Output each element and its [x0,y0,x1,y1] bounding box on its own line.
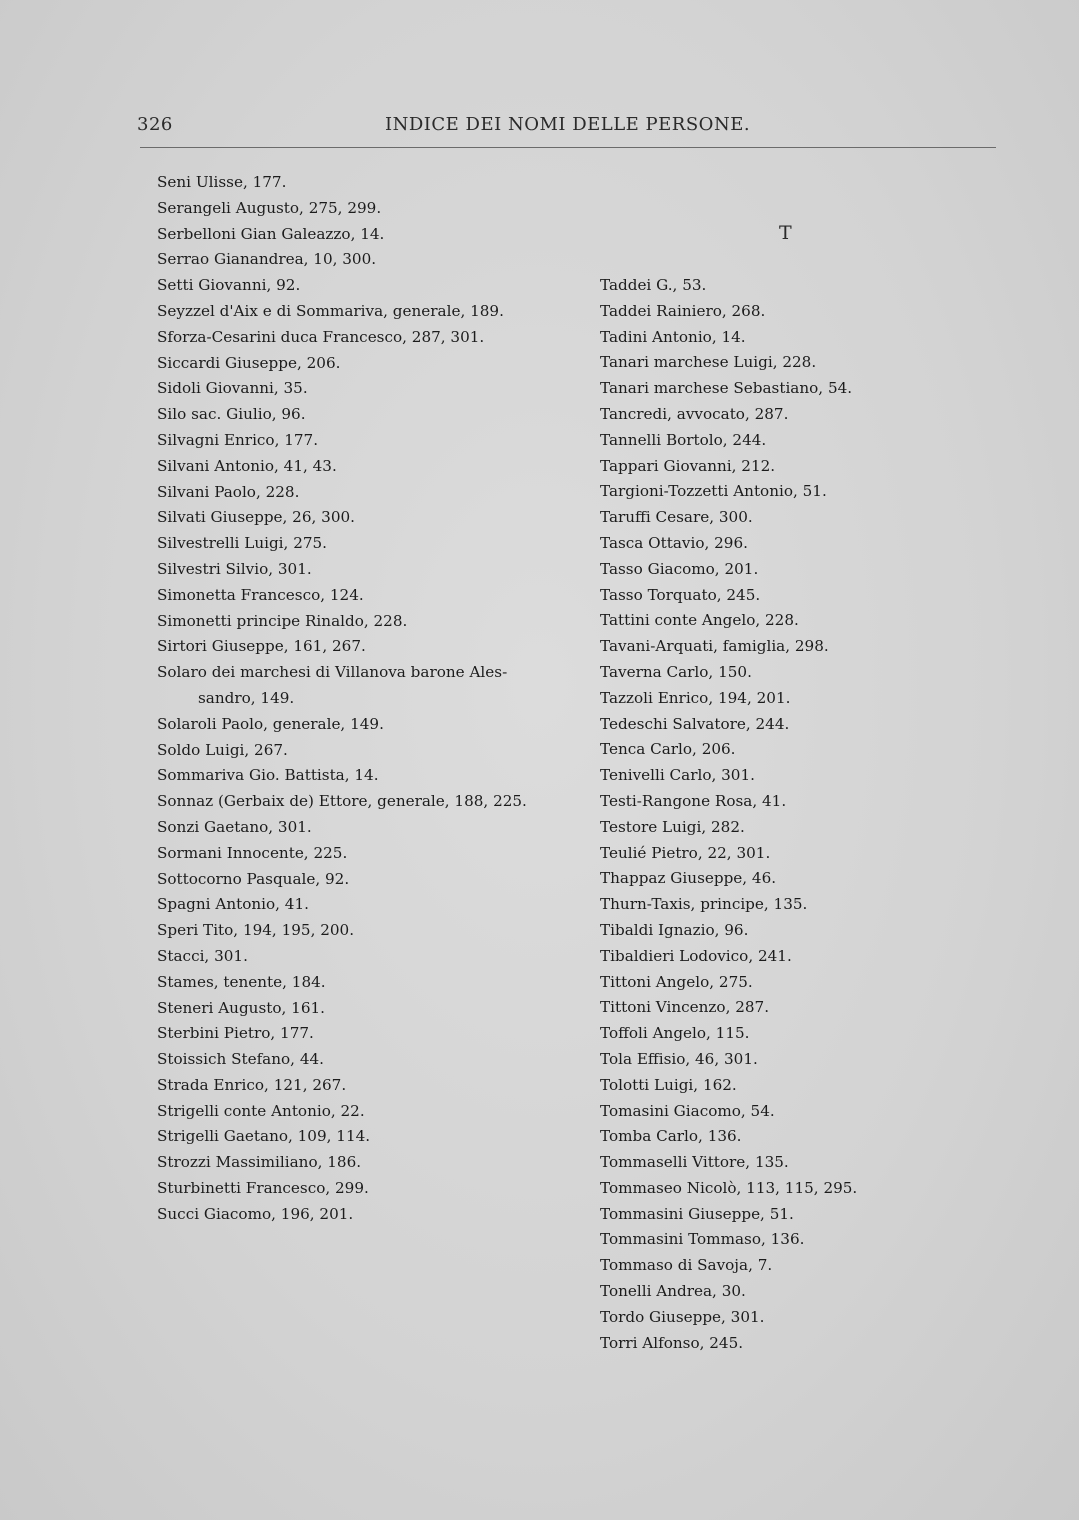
index-entry: Tedeschi Salvatore, 244. [600,714,790,733]
index-entry: Testi-Rangone Rosa, 41. [600,791,787,810]
index-entry: Sturbinetti Francesco, 299. [157,1179,369,1198]
index-entry: Thappaz Giuseppe, 46. [600,869,777,888]
index-entry: Tazzoli Enrico, 194, 201. [600,688,791,707]
index-entry: Taruffi Cesare, 300. [600,508,753,527]
index-entry: Torri Alfonso, 245. [600,1333,744,1352]
index-entry: Tannelli Bortolo, 244. [600,430,767,449]
index-entry: Steneri Augusto, 161. [157,998,325,1017]
index-entry: Tasso Giacomo, 201. [600,559,759,578]
index-entry: Sommariva Gio. Battista, 14. [157,766,379,785]
index-entry: Toffoli Angelo, 115. [600,1024,750,1043]
running-title: INDICE DEI NOMI DELLE PERSONE. [385,114,751,135]
index-entry: Serrao Gianandrea, 10, 300. [157,250,377,269]
index-entry: Sormani Innocente, 225. [157,843,348,862]
index-entry: Strigelli conte Antonio, 22. [157,1101,365,1120]
index-entry: Stacci, 301. [157,946,248,965]
index-entry: Tenivelli Carlo, 301. [600,766,755,785]
index-entry: Silo sac. Giulio, 96. [157,405,306,424]
index-entry: Silvestrelli Luigi, 275. [157,534,328,553]
index-entry: Tittoni Angelo, 275. [600,972,753,991]
index-entry: Speri Tito, 194, 195, 200. [157,921,355,940]
index-entry: Tommasini Tommaso, 136. [600,1230,805,1249]
index-entry: Sottocorno Pasquale, 92. [157,869,350,888]
index-entry: Tancredi, avvocato, 287. [600,404,789,423]
index-entry: Tasso Torquato, 245. [600,585,761,604]
index-entry: Tommaselli Vittore, 135. [600,1153,789,1172]
index-entry: Sterbini Pietro, 177. [157,1024,314,1043]
index-entry: sandro, 149. [198,688,295,707]
index-entry: Sidoli Giovanni, 35. [157,379,308,398]
index-entry: Sirtori Giuseppe, 161, 267. [157,637,366,656]
index-entry: Seyzzel d'Aix e di Sommariva, generale, 189. [157,301,504,320]
index-entry: Tittoni Vincenzo, 287. [600,998,770,1017]
index-entry: Spagni Antonio, 41. [157,895,309,914]
index-entry: Tomba Carlo, 136. [600,1127,742,1146]
index-entry: Tanari marchese Luigi, 228. [600,353,817,372]
index-entry: Tanari marchese Sebastiano, 54. [600,379,853,398]
index-entry: Taddei Rainiero, 268. [600,301,766,320]
index-entry: Serbelloni Gian Galeazzo, 14. [157,224,385,243]
index-entry: Thurn-Taxis, principe, 135. [600,895,808,914]
index-column-left [157,170,577,1228]
index-column-right [600,273,960,1356]
index-entry: Silvati Giuseppe, 26, 300. [157,508,355,527]
page-header [137,114,993,142]
index-entry: Solaroli Paolo, generale, 149. [157,714,384,733]
index-entry: Tommasini Giuseppe, 51. [600,1204,794,1223]
header-rule [140,147,996,148]
index-entry: Strigelli Gaetano, 109, 114. [157,1127,371,1146]
index-entry: Taverna Carlo, 150. [600,662,752,681]
index-entry: Silvani Antonio, 41, 43. [157,456,337,475]
index-entry: Sonnaz (Gerbaix de) Ettore, generale, 188, 225. [157,792,527,811]
index-entry: Taddei G., 53. [600,276,707,294]
index-entry: Tonelli Andrea, 30. [600,1282,746,1301]
index-entry: Tommaso di Savoja, 7. [600,1256,773,1275]
index-entry: Stames, tenente, 184. [157,972,326,991]
index-entry: Sforza-Cesarini duca Francesco, 287, 301. [157,327,485,346]
index-entry: Setti Giovanni, 92. [157,276,301,295]
index-entry: Simonetti principe Rinaldo, 228. [157,611,408,630]
index-entry: Tenca Carlo, 206. [600,740,736,759]
index-entry: Simonetta Francesco, 124. [157,585,364,604]
index-entry: Tibaldieri Lodovico, 241. [600,946,792,965]
index-entry: Tibaldi Ignazio, 96. [600,920,749,939]
index-entry: Sonzi Gaetano, 301. [157,817,312,836]
index-entry: Silvani Paolo, 228. [157,482,300,501]
index-entry: Tappari Giovanni, 212. [600,456,776,475]
index-entry: Silvestri Silvio, 301. [157,559,312,578]
index-entry: Targioni-Tozzetti Antonio, 51. [600,482,827,501]
index-entry: Siccardi Giuseppe, 206. [157,353,341,372]
index-entry: Tordo Giuseppe, 301. [600,1307,765,1326]
index-entry: Tattini conte Angelo, 228. [600,611,799,630]
index-entry: Serangeli Augusto, 275, 299. [157,198,382,217]
index-entry: Tasca Ottavio, 296. [600,533,748,552]
page-number: 326 [137,114,173,135]
index-entry: Teulié Pietro, 22, 301. [600,843,771,862]
index-entry: Seni Ulisse, 177. [157,173,287,191]
index-entry: Solaro dei marchesi di Villanova barone Ales- [157,663,508,682]
index-entry: Tavani-Arquati, famiglia, 298. [600,637,829,656]
index-entry: Tommaseo Nicolò, 113, 115, 295. [600,1178,858,1197]
index-entry: Strada Enrico, 121, 267. [157,1075,347,1094]
index-entry: Tola Effisio, 46, 301. [600,1049,758,1068]
index-entry: Silvagni Enrico, 177. [157,430,319,449]
index-entry: Stoissich Stefano, 44. [157,1050,324,1069]
index-entry: Strozzi Massimiliano, 186. [157,1153,362,1172]
index-entry: Succi Giacomo, 196, 201. [157,1204,354,1223]
index-entry: Testore Luigi, 282. [600,817,745,836]
index-entry: Tolotti Luigi, 162. [600,1075,737,1094]
index-entry: Tomasini Giacomo, 54. [600,1101,775,1120]
section-letter: T [779,222,792,244]
index-entry: Tadini Antonio, 14. [600,327,746,346]
index-entry: Soldo Luigi, 267. [157,740,288,759]
